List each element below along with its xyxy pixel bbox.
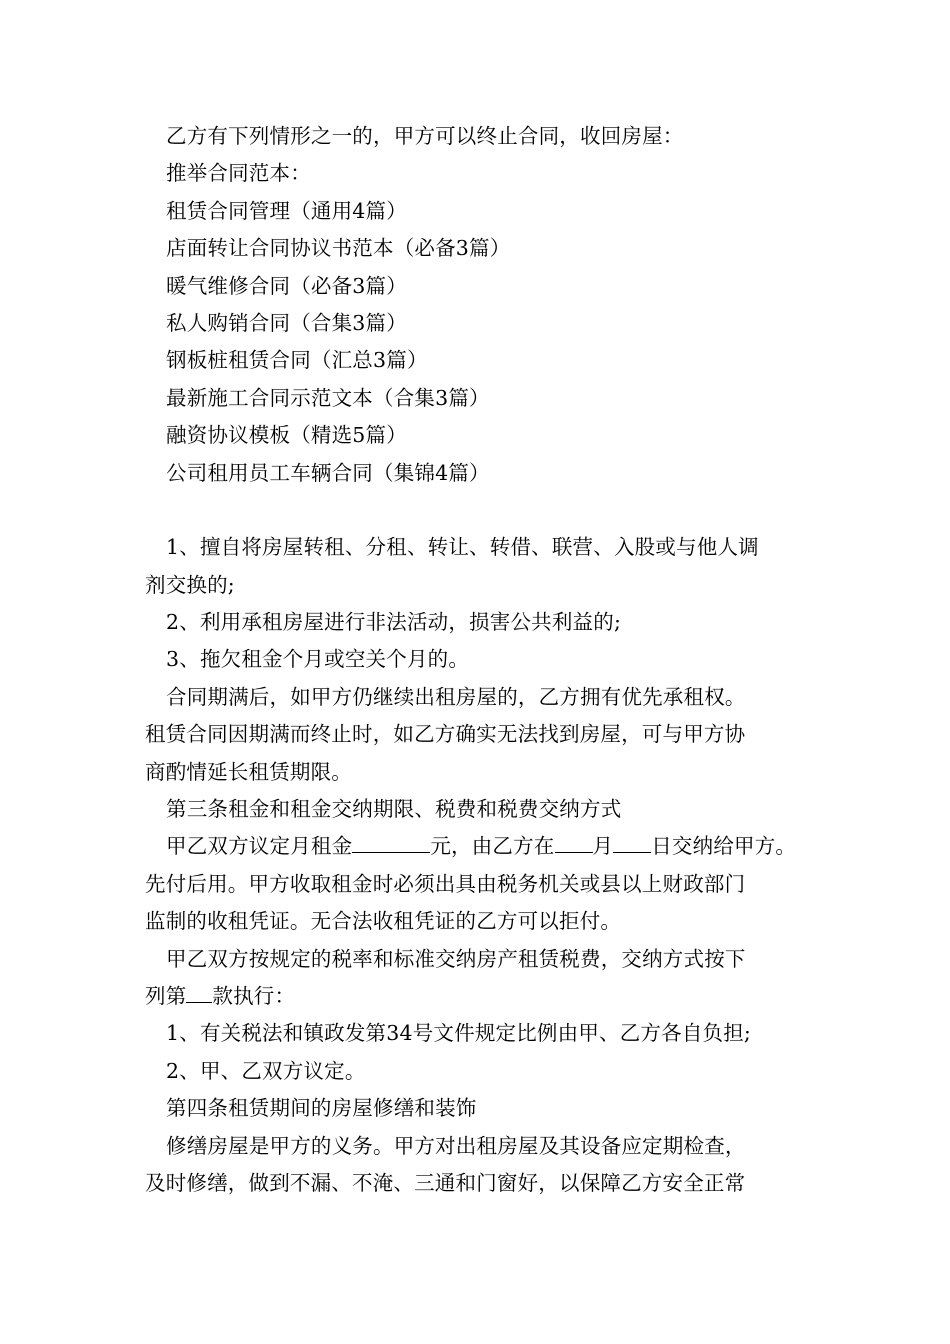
recommend-link[interactable]: 租赁合同管理（通用4篇） — [166, 198, 407, 223]
clause-number-blank — [186, 980, 212, 1003]
rent-text: 日交纳给甲方。 — [651, 834, 797, 859]
paragraph-gap — [145, 492, 835, 529]
recommend-link[interactable]: 公司租用员工车辆合同（集锦4篇） — [166, 460, 490, 485]
recommend-link[interactable]: 店面转让合同协议书范本（必备3篇） — [166, 236, 511, 261]
document-body — [145, 118, 835, 1202]
recommend-link[interactable]: 钢板桩租赁合同（汇总3篇） — [166, 348, 428, 373]
rent-text: 甲乙双方议定月租金 — [166, 834, 353, 859]
recommend-link[interactable]: 暖气维修合同（必备3篇） — [166, 273, 407, 298]
month-blank — [555, 830, 593, 853]
termination-item-1: 1、擅自将房屋转租、分租、转让、转借、联营、入股或与他人调 — [166, 535, 759, 560]
recommend-link[interactable]: 融资协议模板（精选5篇） — [166, 423, 407, 448]
tax-paragraph-cont — [145, 978, 835, 1015]
repair-paragraph-cont: 及时修缮，做到不漏、不淹、三通和门窗好，以保障乙方安全正常 — [145, 1170, 746, 1195]
tax-item-1: 1、有关税法和镇政发第34号文件规定比例由甲、乙方各自负担; — [166, 1021, 752, 1046]
renewal-paragraph: 合同期满后，如甲方仍继续出租房屋的，乙方拥有优先承租权。 — [166, 684, 746, 709]
repair-paragraph: 修缮房屋是甲方的义务。甲方对出租房屋及其设备应定期检查， — [166, 1133, 746, 1158]
rent-paragraph-cont: 先付后用。甲方收取租金时必须出具由税务机关或县以上财政部门 — [145, 871, 746, 896]
termination-item-2: 2、利用承租房屋进行非法活动，损害公共利益的; — [166, 610, 622, 635]
renewal-paragraph-cont: 租赁合同因期满而终止时，如乙方确实无法找到房屋，可与甲方协 — [145, 722, 746, 747]
rent-amount-blank — [352, 830, 430, 853]
day-blank — [613, 830, 651, 853]
tax-item-2: 2、甲、乙双方议定。 — [166, 1058, 366, 1083]
termination-intro: 乙方有下列情形之一的，甲方可以终止合同，收回房屋： — [166, 124, 684, 148]
tax-text: 款执行： — [212, 983, 296, 1008]
rent-paragraph-cont: 监制的收租凭证。无合法收租凭证的乙方可以拒付。 — [145, 909, 622, 934]
recommend-link[interactable]: 私人购销合同（合集3篇） — [166, 310, 407, 335]
tax-text: 列第 — [145, 983, 187, 1008]
recommend-heading: 推举合同范本： — [166, 161, 311, 186]
article-4-title: 第四条租赁期间的房屋修缮和装饰 — [166, 1096, 477, 1121]
article-3-title: 第三条租金和租金交纳期限、税费和税费交纳方式 — [166, 797, 622, 822]
rent-paragraph — [145, 828, 835, 865]
renewal-paragraph-cont: 商酌情延长租赁期限。 — [145, 759, 352, 784]
tax-paragraph: 甲乙双方按规定的税率和标准交纳房产租赁税费，交纳方式按下 — [166, 946, 746, 971]
rent-text: 月 — [592, 834, 614, 859]
termination-item-3: 3、拖欠租金个月或空关个月的。 — [166, 647, 470, 672]
recommend-link[interactable]: 最新施工合同示范文本（合集3篇） — [166, 385, 490, 410]
rent-text: 元，由乙方在 — [430, 834, 555, 859]
termination-item-1-cont: 剂交换的; — [145, 572, 235, 597]
